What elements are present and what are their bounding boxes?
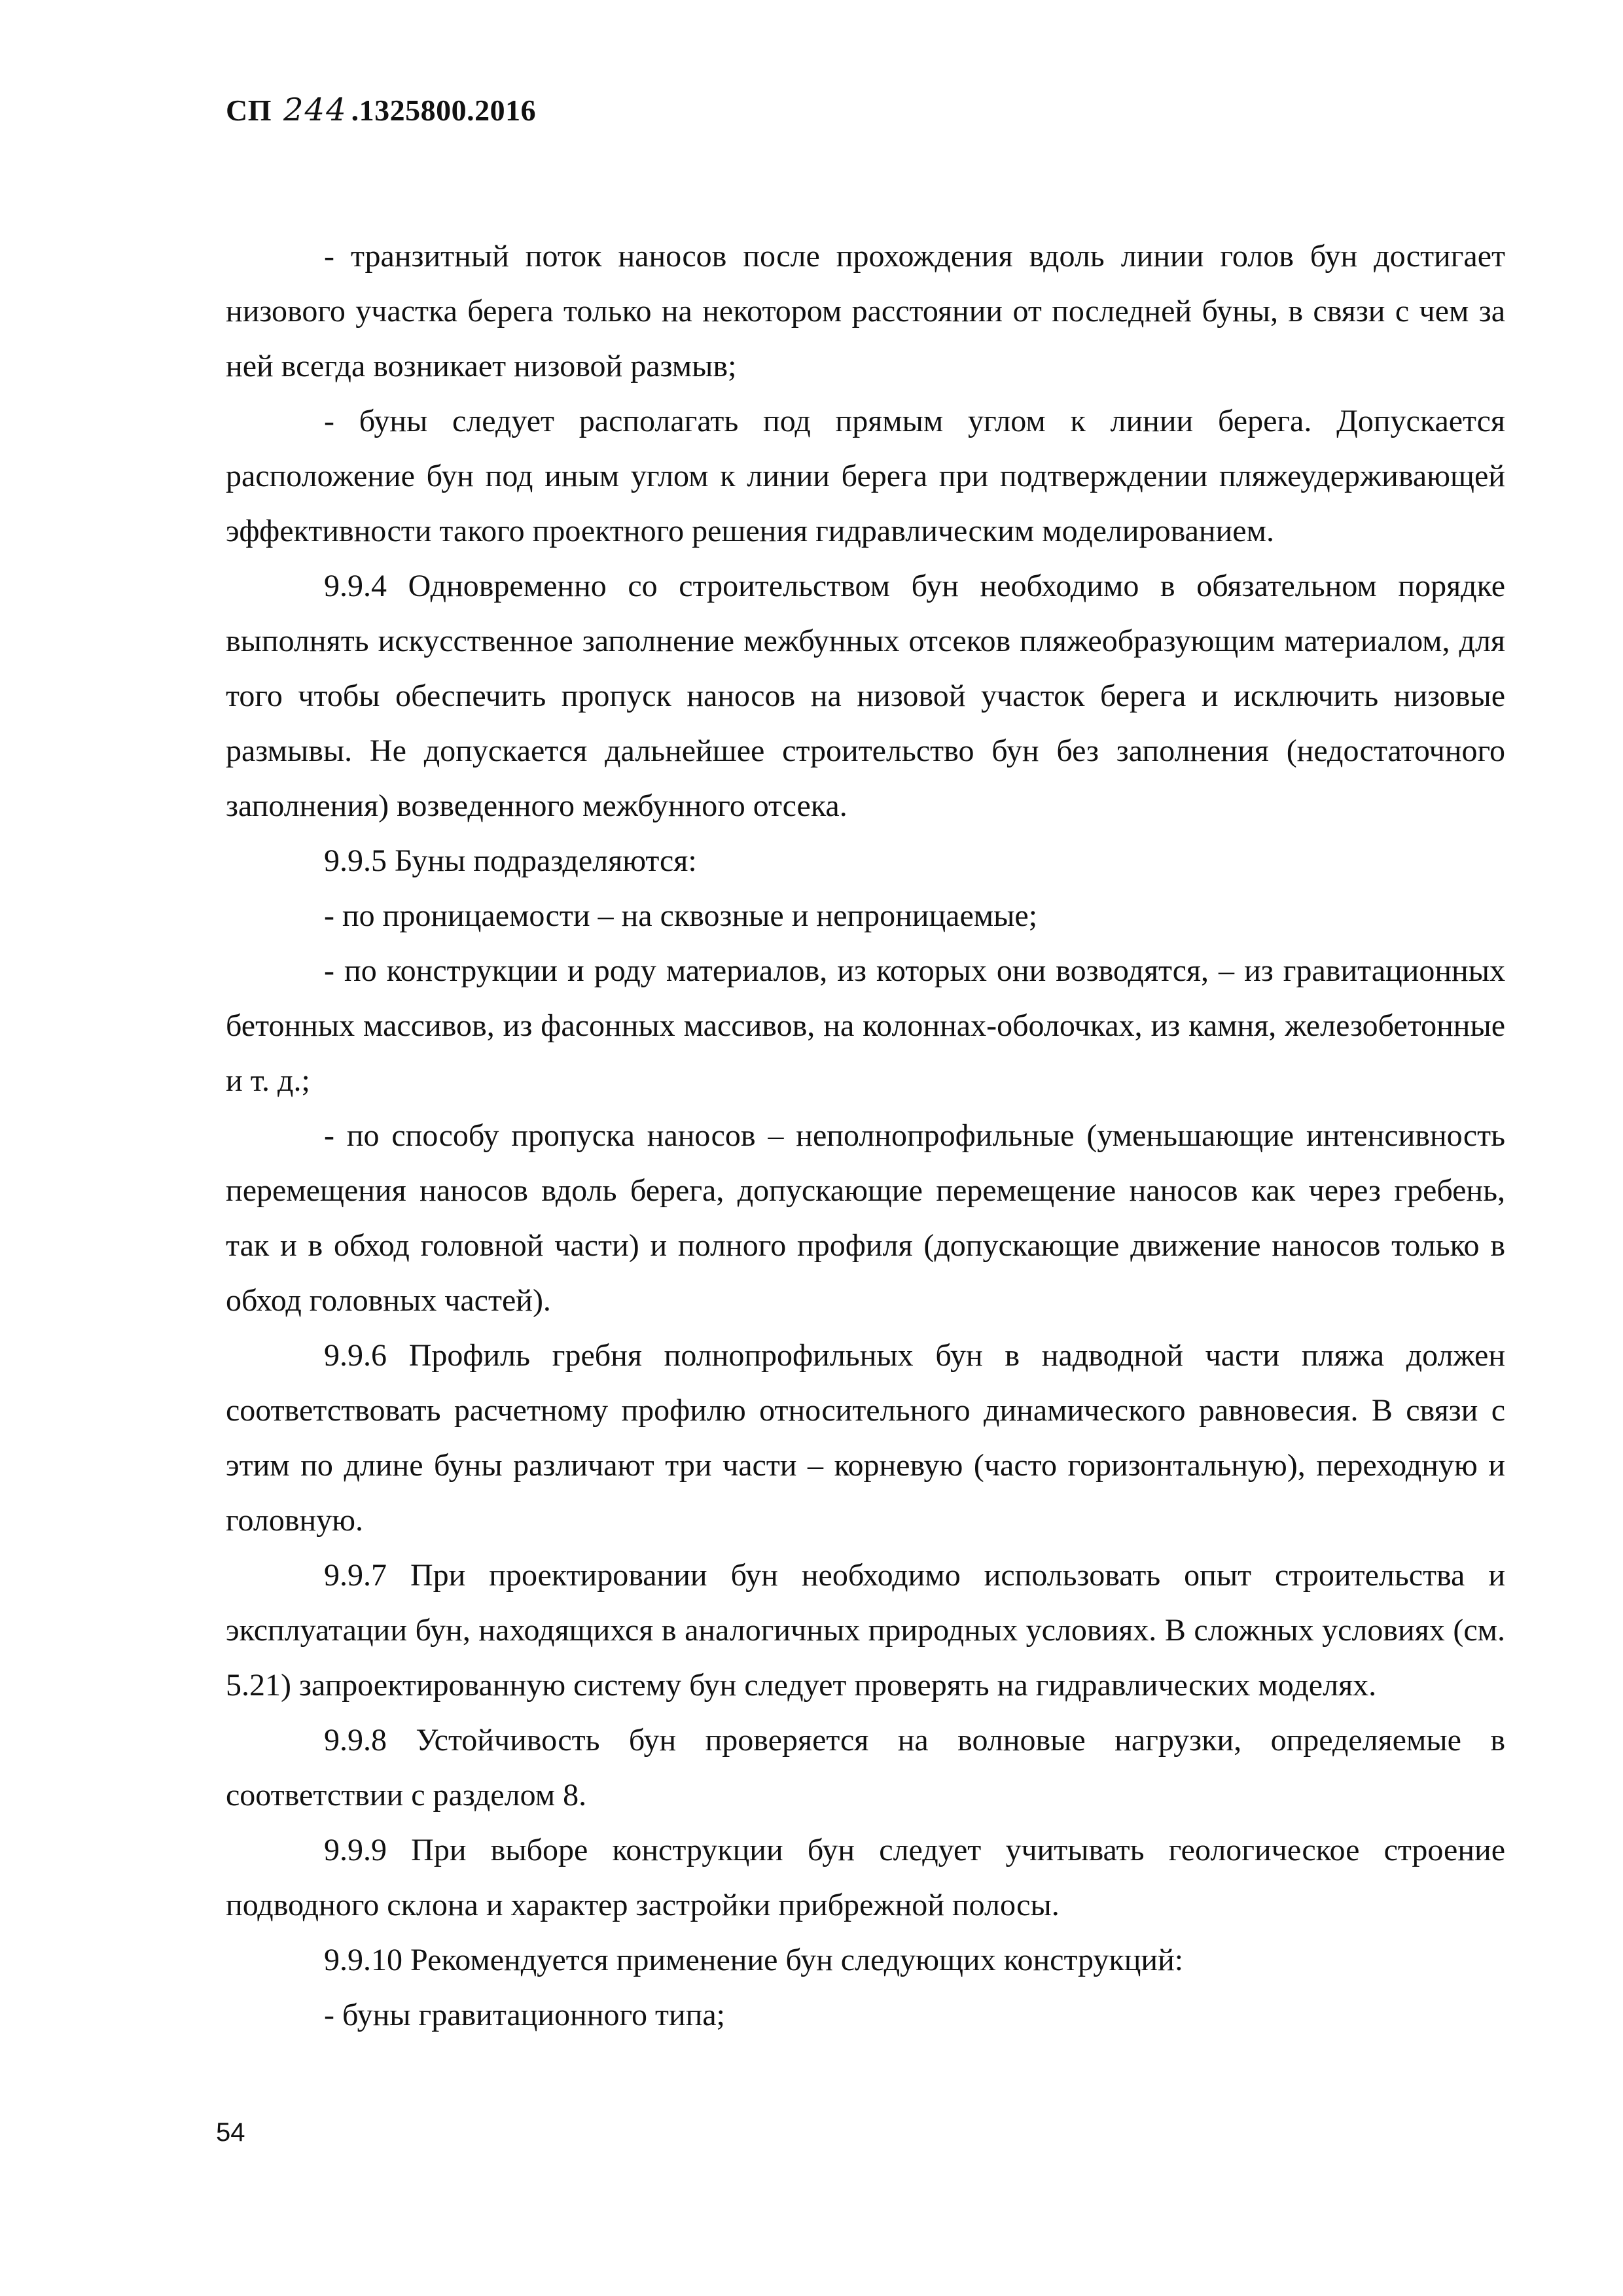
paragraph-9-9-10: 9.9.10 Рекомендуется применение бун следующих конструкций: — [324, 1943, 1184, 1977]
handwritten-number: 244 — [283, 92, 348, 128]
paragraph-9-9-9: 9.9.9 При выборе конструкции бун следует учитывать геологическое строение подводного склона и характер застройки прибрежной полосы. — [226, 1833, 1505, 1922]
paragraph-9-9-7: 9.9.7 При проектировании бун необходимо использовать опыт строительства и эксплуатации бун, находящихся в аналогичных природных условиях. В сложных условиях (см. 5.21) запроектированную систему бун следует проверять на гидравлических моделях. — [226, 1558, 1505, 1703]
list-item-sediment-passage: - по способу пропуска наносов – неполнопрофильные (уменьшающие интенсивность перемещения наносов вдоль берега, допускающие перемещение наносов как через гребень, так и в обход головной части) и полного профиля (допускающие движение наносов только в обход головных частей). — [226, 1118, 1505, 1318]
header-prefix: СП — [226, 94, 272, 127]
paragraph-9-9-5: 9.9.5 Буны подразделяются: — [324, 843, 697, 878]
list-item-gravity-type: - буны гравитационного типа; — [324, 1998, 725, 2032]
paragraph-9-9-8: 9.9.8 Устойчивость бун проверяется на волновые нагрузки, определяемые в соответствии с разделом 8. — [226, 1723, 1505, 1812]
list-item-permeability: - по проницаемости – на сквозные и непроницаемые; — [324, 898, 1038, 933]
header-suffix: .1325800.2016 — [351, 94, 537, 127]
paragraph-transit-flow: - транзитный поток наносов после прохождения вдоль линии голов бун достигает низового участка берега только на некотором расстоянии от последней буны, в связи с чем за ней всегда возникает низовой размыв; — [226, 239, 1505, 383]
paragraph-right-angle: - буны следует располагать под прямым углом к линии берега. Допускается расположение бун под иным углом к линии берега при подтверждении пляжеудерживающей эффективности такого проектного решения гидравлическим моделированием. — [226, 404, 1505, 548]
body-text — [226, 229, 1505, 2043]
document-header — [226, 92, 536, 128]
paragraph-9-9-6: 9.9.6 Профиль гребня полнопрофильных бун в надводной части пляжа должен соответствовать расчетному профилю относительного динамического равновесия. В связи с этим по длине буны различают три части – корневую (часто горизонтальную), переходную и головную. — [226, 1338, 1505, 1538]
page-number: 54 — [216, 2118, 245, 2147]
paragraph-9-9-4: 9.9.4 Одновременно со строительством бун необходимо в обязательном порядке выполнять искусственное заполнение межбунных отсеков пляжеобразующим материалом, для того чтобы обеспечить пропуск наносов на низовой участок берега и исключить низовые размывы. Не допускается дальнейшее строительство бун без заполнения (недостаточного заполнения) возведенного межбунного отсека. — [226, 569, 1505, 823]
list-item-construction: - по конструкции и роду материалов, из которых они возводятся, – из гравитационных бетонных массивов, из фасонных массивов, на колоннах-оболочках, из камня, железобетонные и т. д.; — [226, 953, 1505, 1098]
